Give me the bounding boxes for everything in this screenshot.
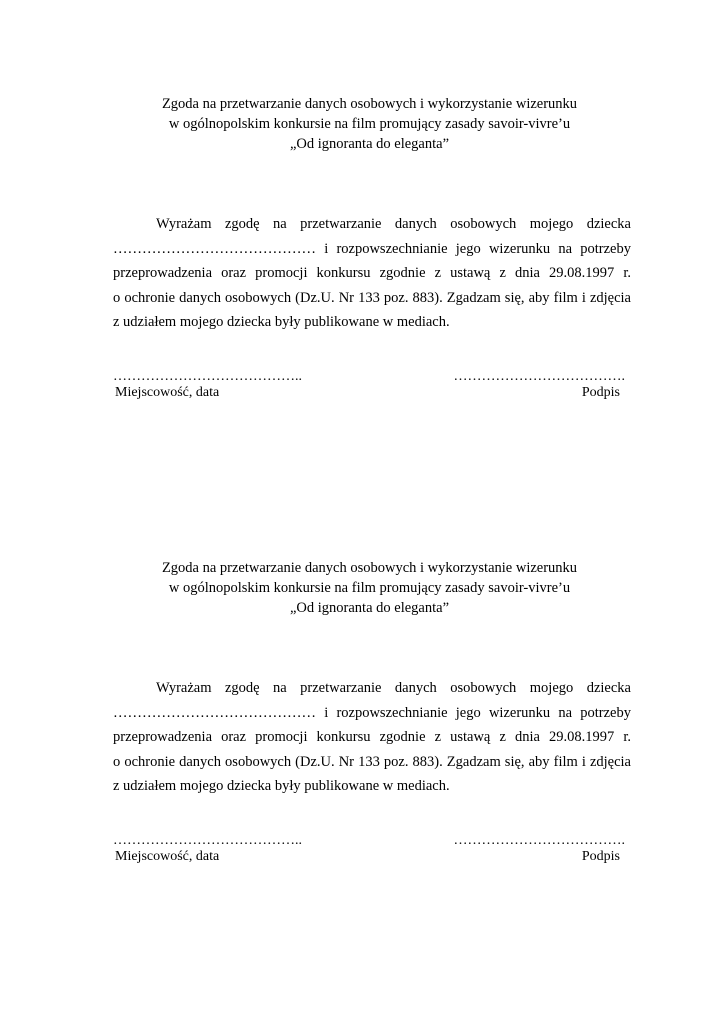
title-line-1: Zgoda na przetwarzanie danych osobowych i wykorzystanie wizerunku (161, 96, 578, 112)
consent-paragraph (113, 212, 631, 335)
signature-row (113, 833, 625, 873)
paragraph-line-1: Wyrażam zgodę na przetwarzanie danych osobowych mojego dziecka (156, 680, 631, 696)
paragraph-line-3: przeprowadzenia oraz promocji konkursu zgodnie z ustawą z dnia 29.08.1997 r. (113, 729, 631, 746)
paragraph-line-4: o ochronie danych osobowych (Dz.U. Nr 133 poz. 883). Zgadzam się, aby film i zdjęcia (113, 289, 631, 306)
consent-form-1 (0, 94, 725, 400)
title-line-2: w ogólnopolskim konkursie na film promujący zasady savoir-vivre’u (168, 116, 571, 132)
signature-label: Podpis (581, 849, 620, 864)
signature-line: ………………………………. (453, 833, 625, 848)
place-date-line: ………………………………….. (113, 369, 302, 384)
paragraph-line-5: z udziałem mojego dziecka były publikowane w mediach. (113, 778, 450, 795)
form-title (0, 558, 725, 618)
paragraph-line-3: przeprowadzenia oraz promocji konkursu zgodnie z ustawą z dnia 29.08.1997 r. (113, 265, 631, 282)
place-date-line: ………………………………….. (113, 833, 302, 848)
paragraph-line-1: Wyrażam zgodę na przetwarzanie danych osobowych mojego dziecka (156, 216, 631, 232)
title-line-3: „Od ignoranta do eleganta” (289, 136, 450, 152)
signature-row (113, 369, 625, 409)
paragraph-line-4: o ochronie danych osobowych (Dz.U. Nr 133 poz. 883). Zgadzam się, aby film i zdjęcia (113, 753, 631, 770)
title-line-2: w ogólnopolskim konkursie na film promujący zasady savoir-vivre’u (168, 580, 571, 596)
paragraph-line-2: …………………………………… i rozpowszechnianie jego wizerunku na potrzeby (113, 240, 631, 257)
form-title (0, 94, 725, 154)
paragraph-line-2: …………………………………… i rozpowszechnianie jego wizerunku na potrzeby (113, 704, 631, 721)
paragraph-line-5: z udziałem mojego dziecka były publikowane w mediach. (113, 314, 450, 331)
place-date-label: Miejscowość, data (115, 385, 220, 400)
signature-label: Podpis (581, 385, 620, 400)
consent-paragraph (113, 676, 631, 799)
place-date-label: Miejscowość, data (115, 849, 220, 864)
consent-form-2 (0, 558, 725, 864)
title-line-1: Zgoda na przetwarzanie danych osobowych i wykorzystanie wizerunku (161, 560, 578, 576)
title-line-3: „Od ignoranta do eleganta” (289, 600, 450, 616)
signature-line: ………………………………. (453, 369, 625, 384)
